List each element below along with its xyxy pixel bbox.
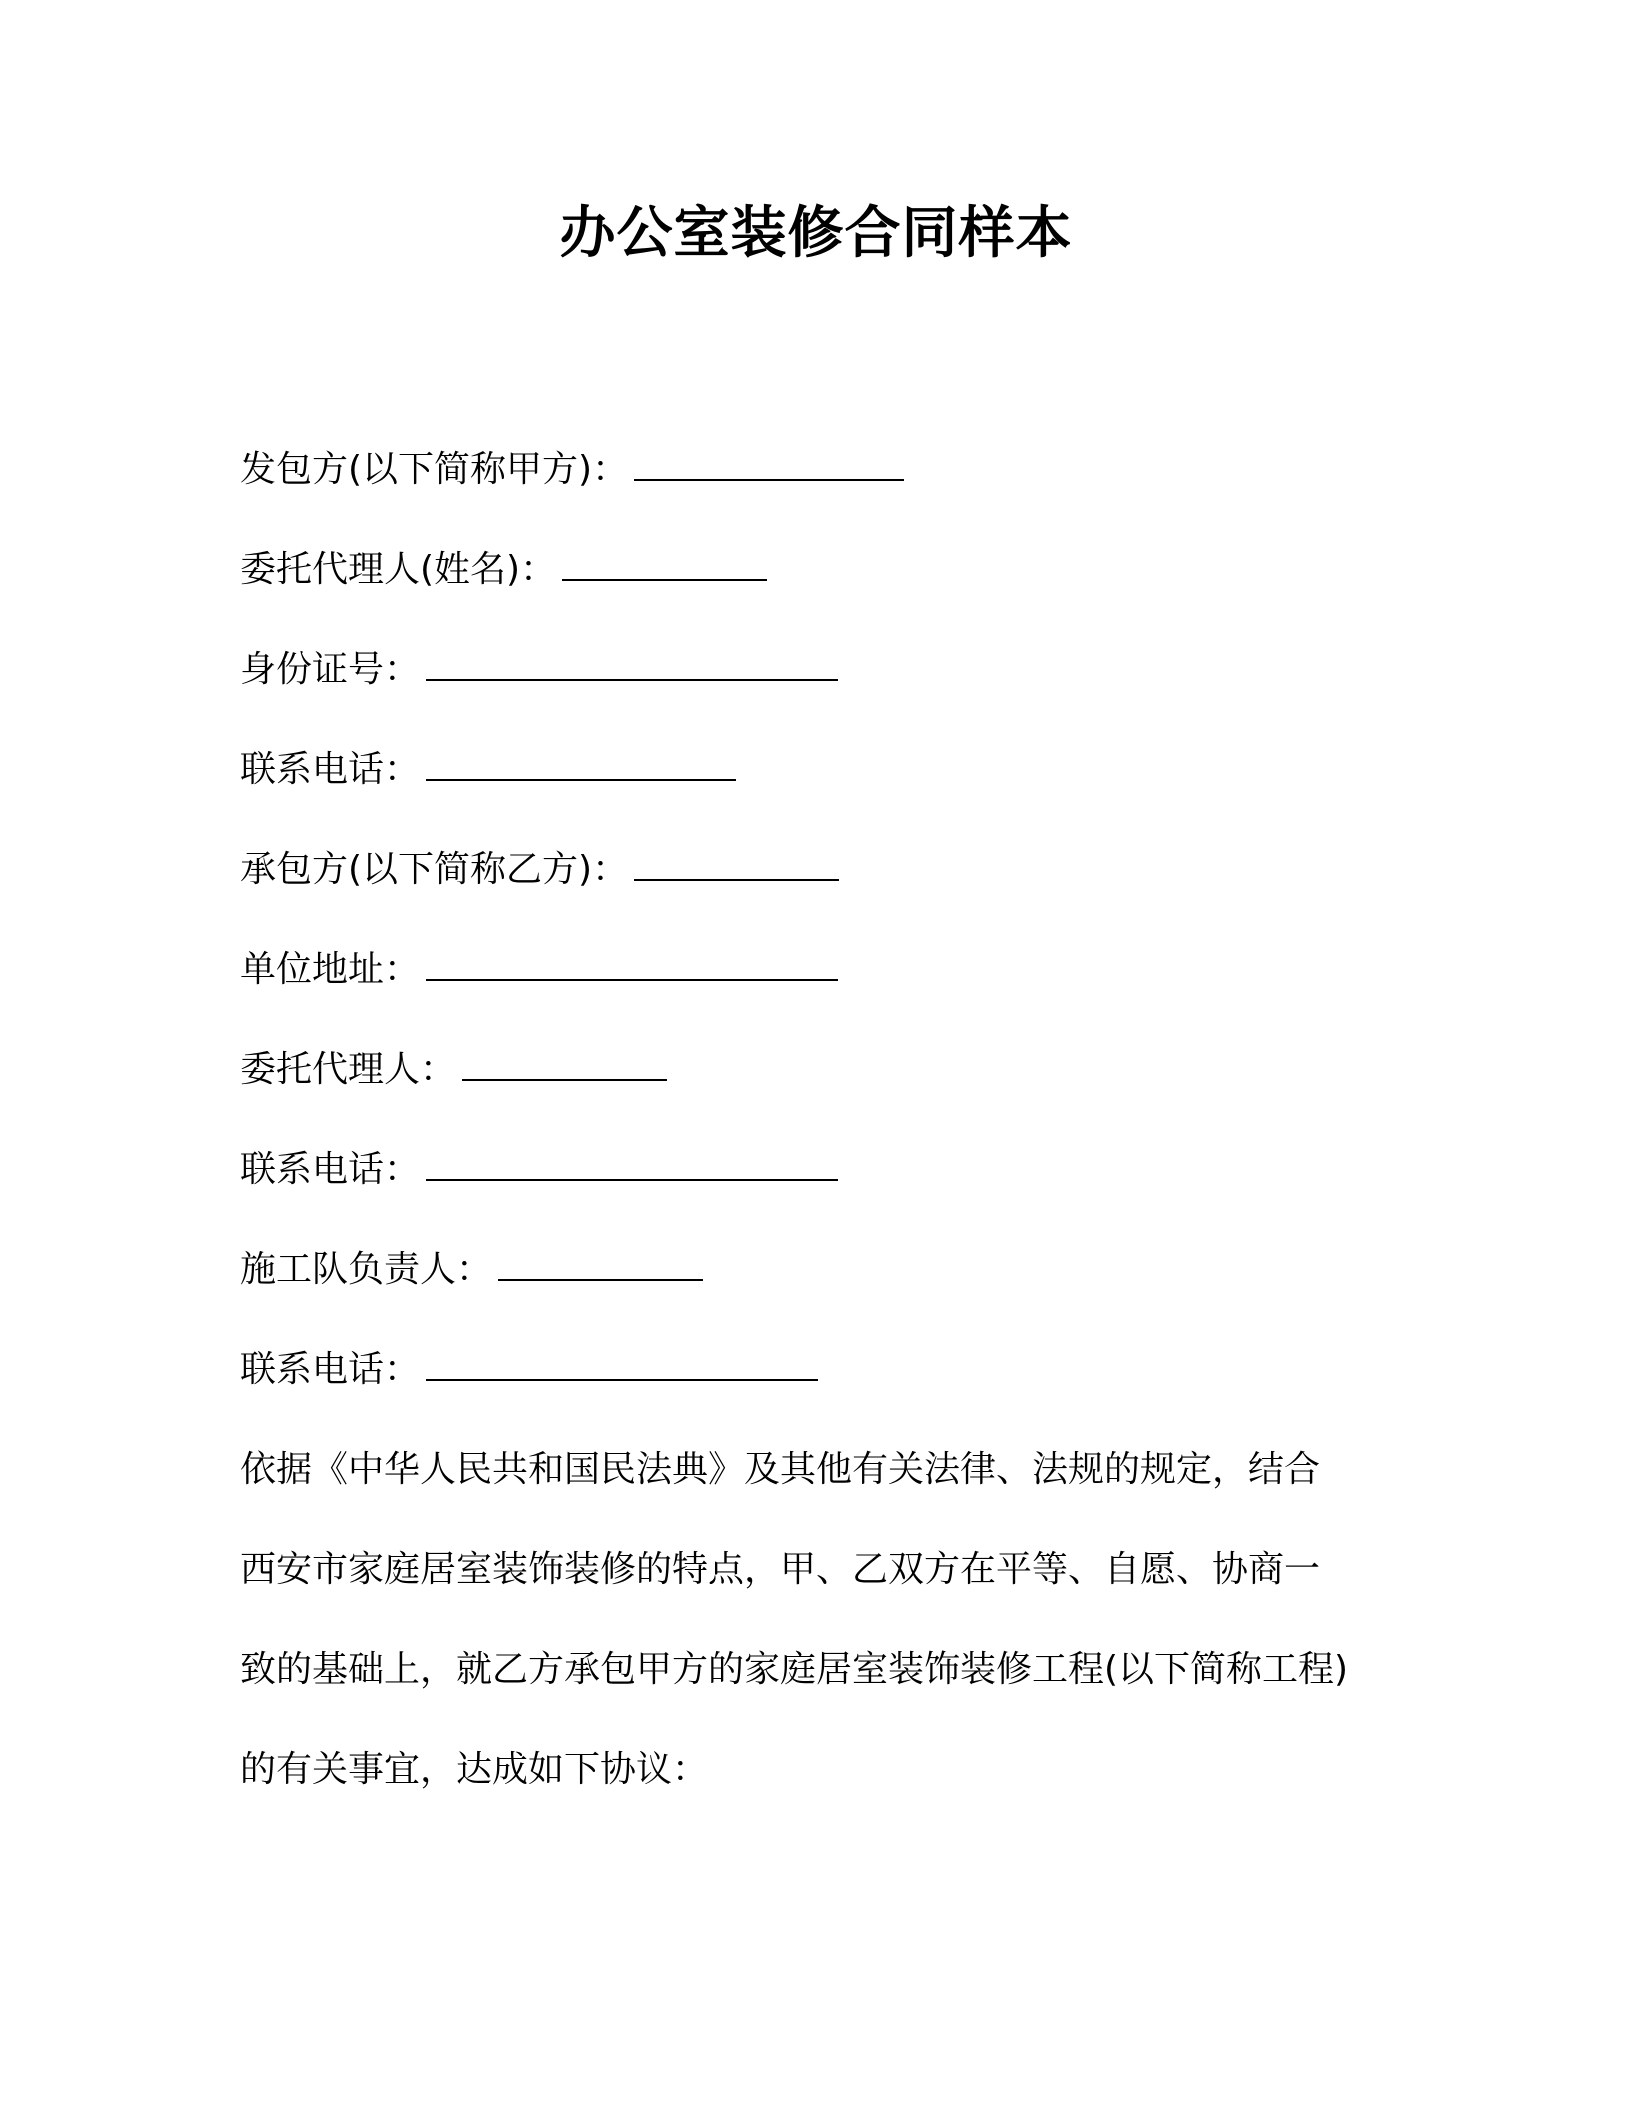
fill-in-blank: [426, 749, 736, 781]
field-employer-phone: [240, 746, 736, 794]
paragraph-line: 的有关事宜，达成如下协议：: [240, 1749, 709, 1790]
paragraph-line: 依据《中华人民共和国民法典》及其他有关法律、法规的规定，结合: [240, 1449, 1321, 1490]
field-contractor-phone: [240, 1146, 838, 1194]
paragraph-line: 西安市家庭居室装饰装修的特点，甲、乙双方在平等、自愿、协商一: [240, 1549, 1321, 1590]
field-label: 委托代理人(姓名)：: [240, 549, 557, 590]
field-contractor-agent: [240, 1046, 667, 1094]
fill-in-blank: [426, 1349, 818, 1381]
fill-in-blank: [562, 549, 767, 581]
field-label: 联系电话：: [240, 749, 421, 790]
field-employer-agent: [240, 546, 767, 594]
field-label: 联系电话：: [240, 1349, 421, 1390]
field-crew-leader: [240, 1246, 703, 1294]
field-label: 单位地址：: [240, 949, 421, 990]
field-label: 联系电话：: [240, 1149, 421, 1190]
fill-in-blank: [426, 649, 838, 681]
field-label: 承包方(以下简称乙方)：: [240, 849, 629, 890]
field-employer: [240, 446, 904, 494]
field-contractor: [240, 846, 839, 894]
fill-in-blank: [462, 1049, 667, 1081]
field-crew-phone: [240, 1346, 818, 1394]
field-label: 施工队负责人：: [240, 1249, 493, 1290]
fill-in-blank: [634, 849, 839, 881]
fill-in-blank: [426, 1149, 838, 1181]
document-title: 办公室装修合同样本: [559, 201, 1073, 266]
fill-in-blank: [426, 949, 838, 981]
field-label: 身份证号：: [240, 649, 421, 690]
field-id-number: [240, 646, 838, 694]
field-label: 委托代理人：: [240, 1049, 457, 1090]
fill-in-blank: [634, 449, 904, 481]
field-company-address: [240, 946, 838, 994]
field-label: 发包方(以下简称甲方)：: [240, 449, 629, 490]
fill-in-blank: [498, 1249, 703, 1281]
paragraph-line: 致的基础上，就乙方承包甲方的家庭居室装饰装修工程(以下简称工程): [240, 1649, 1349, 1690]
